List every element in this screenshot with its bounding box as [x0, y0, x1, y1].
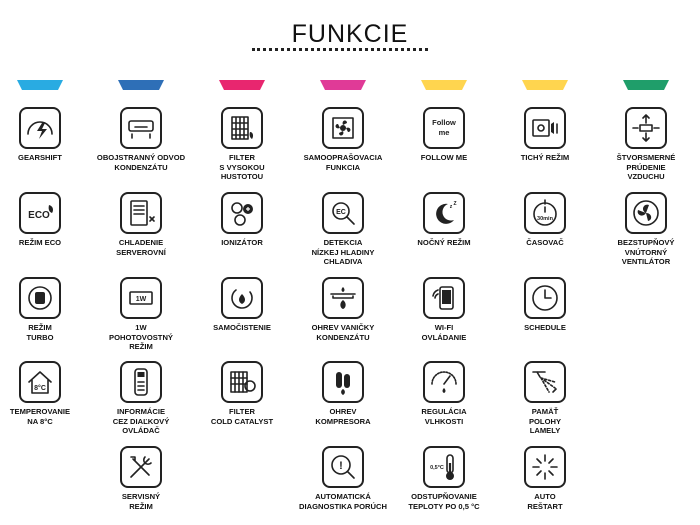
- feature-label: REŽIM TURBO: [26, 323, 54, 342]
- svg-text:EC: EC: [336, 209, 346, 216]
- svg-text:0,5°C: 0,5°C: [430, 465, 444, 471]
- turbo-fan-icon: [19, 277, 61, 319]
- feature-label: AUTO REŠTART: [527, 492, 563, 511]
- humidity-gauge-icon: [423, 361, 465, 403]
- remote-control-icon: [120, 361, 162, 403]
- self-clean-icon: [221, 277, 263, 319]
- four-way-airflow-icon: [625, 107, 667, 149]
- follow-me-icon: [423, 107, 465, 149]
- house-temperature-icon: [19, 361, 61, 403]
- feature-label: IONIZÁTOR: [221, 238, 263, 247]
- refrigerant-leak-icon: [322, 192, 364, 234]
- column-marker-7: [623, 80, 669, 90]
- compressor-heating-icon: [322, 361, 364, 403]
- server-cooling-icon: [120, 192, 162, 234]
- condensate-drain-icon: [120, 107, 162, 149]
- svg-text:!: !: [339, 460, 343, 472]
- service-tools-icon: [120, 446, 162, 488]
- feature-label: FILTER S VYSOKOU HUSTOTOU: [219, 153, 265, 181]
- louver-memory-icon: [524, 361, 566, 403]
- svg-text:ECO: ECO: [28, 210, 50, 221]
- cold-catalyst-filter-icon: [221, 361, 263, 403]
- feature-label: REŽIM ECO: [18, 238, 62, 247]
- schedule-clock-icon: [524, 277, 566, 319]
- svg-text:1W: 1W: [135, 296, 147, 303]
- feature-label: NOČNÝ REŽIM: [417, 238, 471, 247]
- feature-label: DETEKCIA NÍZKEJ HLADINY CHLADIVA: [311, 238, 375, 266]
- column-marker-6: [522, 80, 568, 90]
- self-dust-fan-icon: [322, 107, 364, 149]
- feature-label: FILTER COLD CATALYST: [210, 407, 274, 426]
- feature-label: TICHÝ REŽIM: [520, 153, 570, 162]
- diagnosis-icon: [322, 446, 364, 488]
- feature-label: SAMOČISTENIE: [213, 323, 271, 332]
- timer-icon: [524, 192, 566, 234]
- svg-text:8°C: 8°C: [34, 385, 46, 392]
- page-title: FUNKCIE: [291, 20, 409, 48]
- column-marker-3: [219, 80, 265, 90]
- feature-label: ČASOVAČ: [526, 238, 564, 247]
- eco-leaf-icon: [19, 192, 61, 234]
- feature-label: FOLLOW ME: [420, 153, 468, 162]
- column-marker-2: [118, 80, 164, 90]
- feature-label: OHREV VANIČKY KONDENZÁTU: [311, 323, 375, 342]
- night-mode-icon: [423, 192, 465, 234]
- feature-label: CHLADENIE SERVEROVNÍ: [116, 238, 166, 257]
- feature-label: OHREV KOMPRESORA: [315, 407, 371, 426]
- auto-restart-icon: [524, 446, 566, 488]
- column-marker-5: [421, 80, 467, 90]
- thermometer-icon: [423, 446, 465, 488]
- feature-label: ODSTUPŇOVANIE TEPLOTY PO 0,5 °C: [408, 492, 480, 511]
- svg-text:Follow: Follow: [432, 118, 456, 127]
- svg-text:z: z: [449, 204, 453, 210]
- column-marker-1: [17, 80, 63, 90]
- feature-label: SERVISNÝ REŽIM: [121, 492, 161, 511]
- feature-label: INFORMÁCIE CEZ DIAĽKOVÝ OVLÁDAČ: [112, 407, 170, 435]
- gearshift-gauge-icon: [19, 107, 61, 149]
- svg-text:30min: 30min: [537, 216, 553, 222]
- column-marker-4: [320, 80, 366, 90]
- tray-heating-icon: [322, 277, 364, 319]
- density-filter-icon: [221, 107, 263, 149]
- silent-mode-icon: [524, 107, 566, 149]
- feature-label: AUTOMATICKÁ DIAGNOSTIKA PORÚCH: [299, 492, 387, 511]
- wifi-phone-icon: [423, 277, 465, 319]
- feature-label: BEZSTUPŇOVÝ VNÚTORNÝ VENTILÁTOR: [617, 238, 675, 266]
- feature-label: WI-FI OVLÁDANIE: [421, 323, 467, 342]
- feature-label: REGULÁCIA VLHKOSTI: [421, 407, 467, 426]
- feature-label: 1W POHOTOVOSTNÝ REŽIM: [109, 323, 173, 351]
- svg-text:me: me: [438, 128, 450, 137]
- svg-text:Z: Z: [453, 201, 457, 207]
- standby-1w-icon: [120, 277, 162, 319]
- feature-label: OBOJSTRANNÝ ODVOD KONDENZÁTU: [96, 153, 186, 172]
- feature-label: ŠTVORSMERNÉ PRÚDENIE VZDUCHU: [616, 153, 676, 181]
- feature-label: PAMÄŤ POLOHY LAMELY: [528, 407, 562, 435]
- feature-label: GEARSHIFT: [18, 153, 62, 162]
- ionizer-icon: [221, 192, 263, 234]
- stepless-fan-icon: [625, 192, 667, 234]
- feature-label: SAMOOPRAŠOVACIA FUNKCIA: [303, 153, 383, 172]
- feature-label: SCHEDULE: [524, 323, 566, 332]
- feature-label: TEMPEROVANIE NA 8°C: [9, 407, 71, 426]
- title-dotted-divider: [252, 48, 428, 51]
